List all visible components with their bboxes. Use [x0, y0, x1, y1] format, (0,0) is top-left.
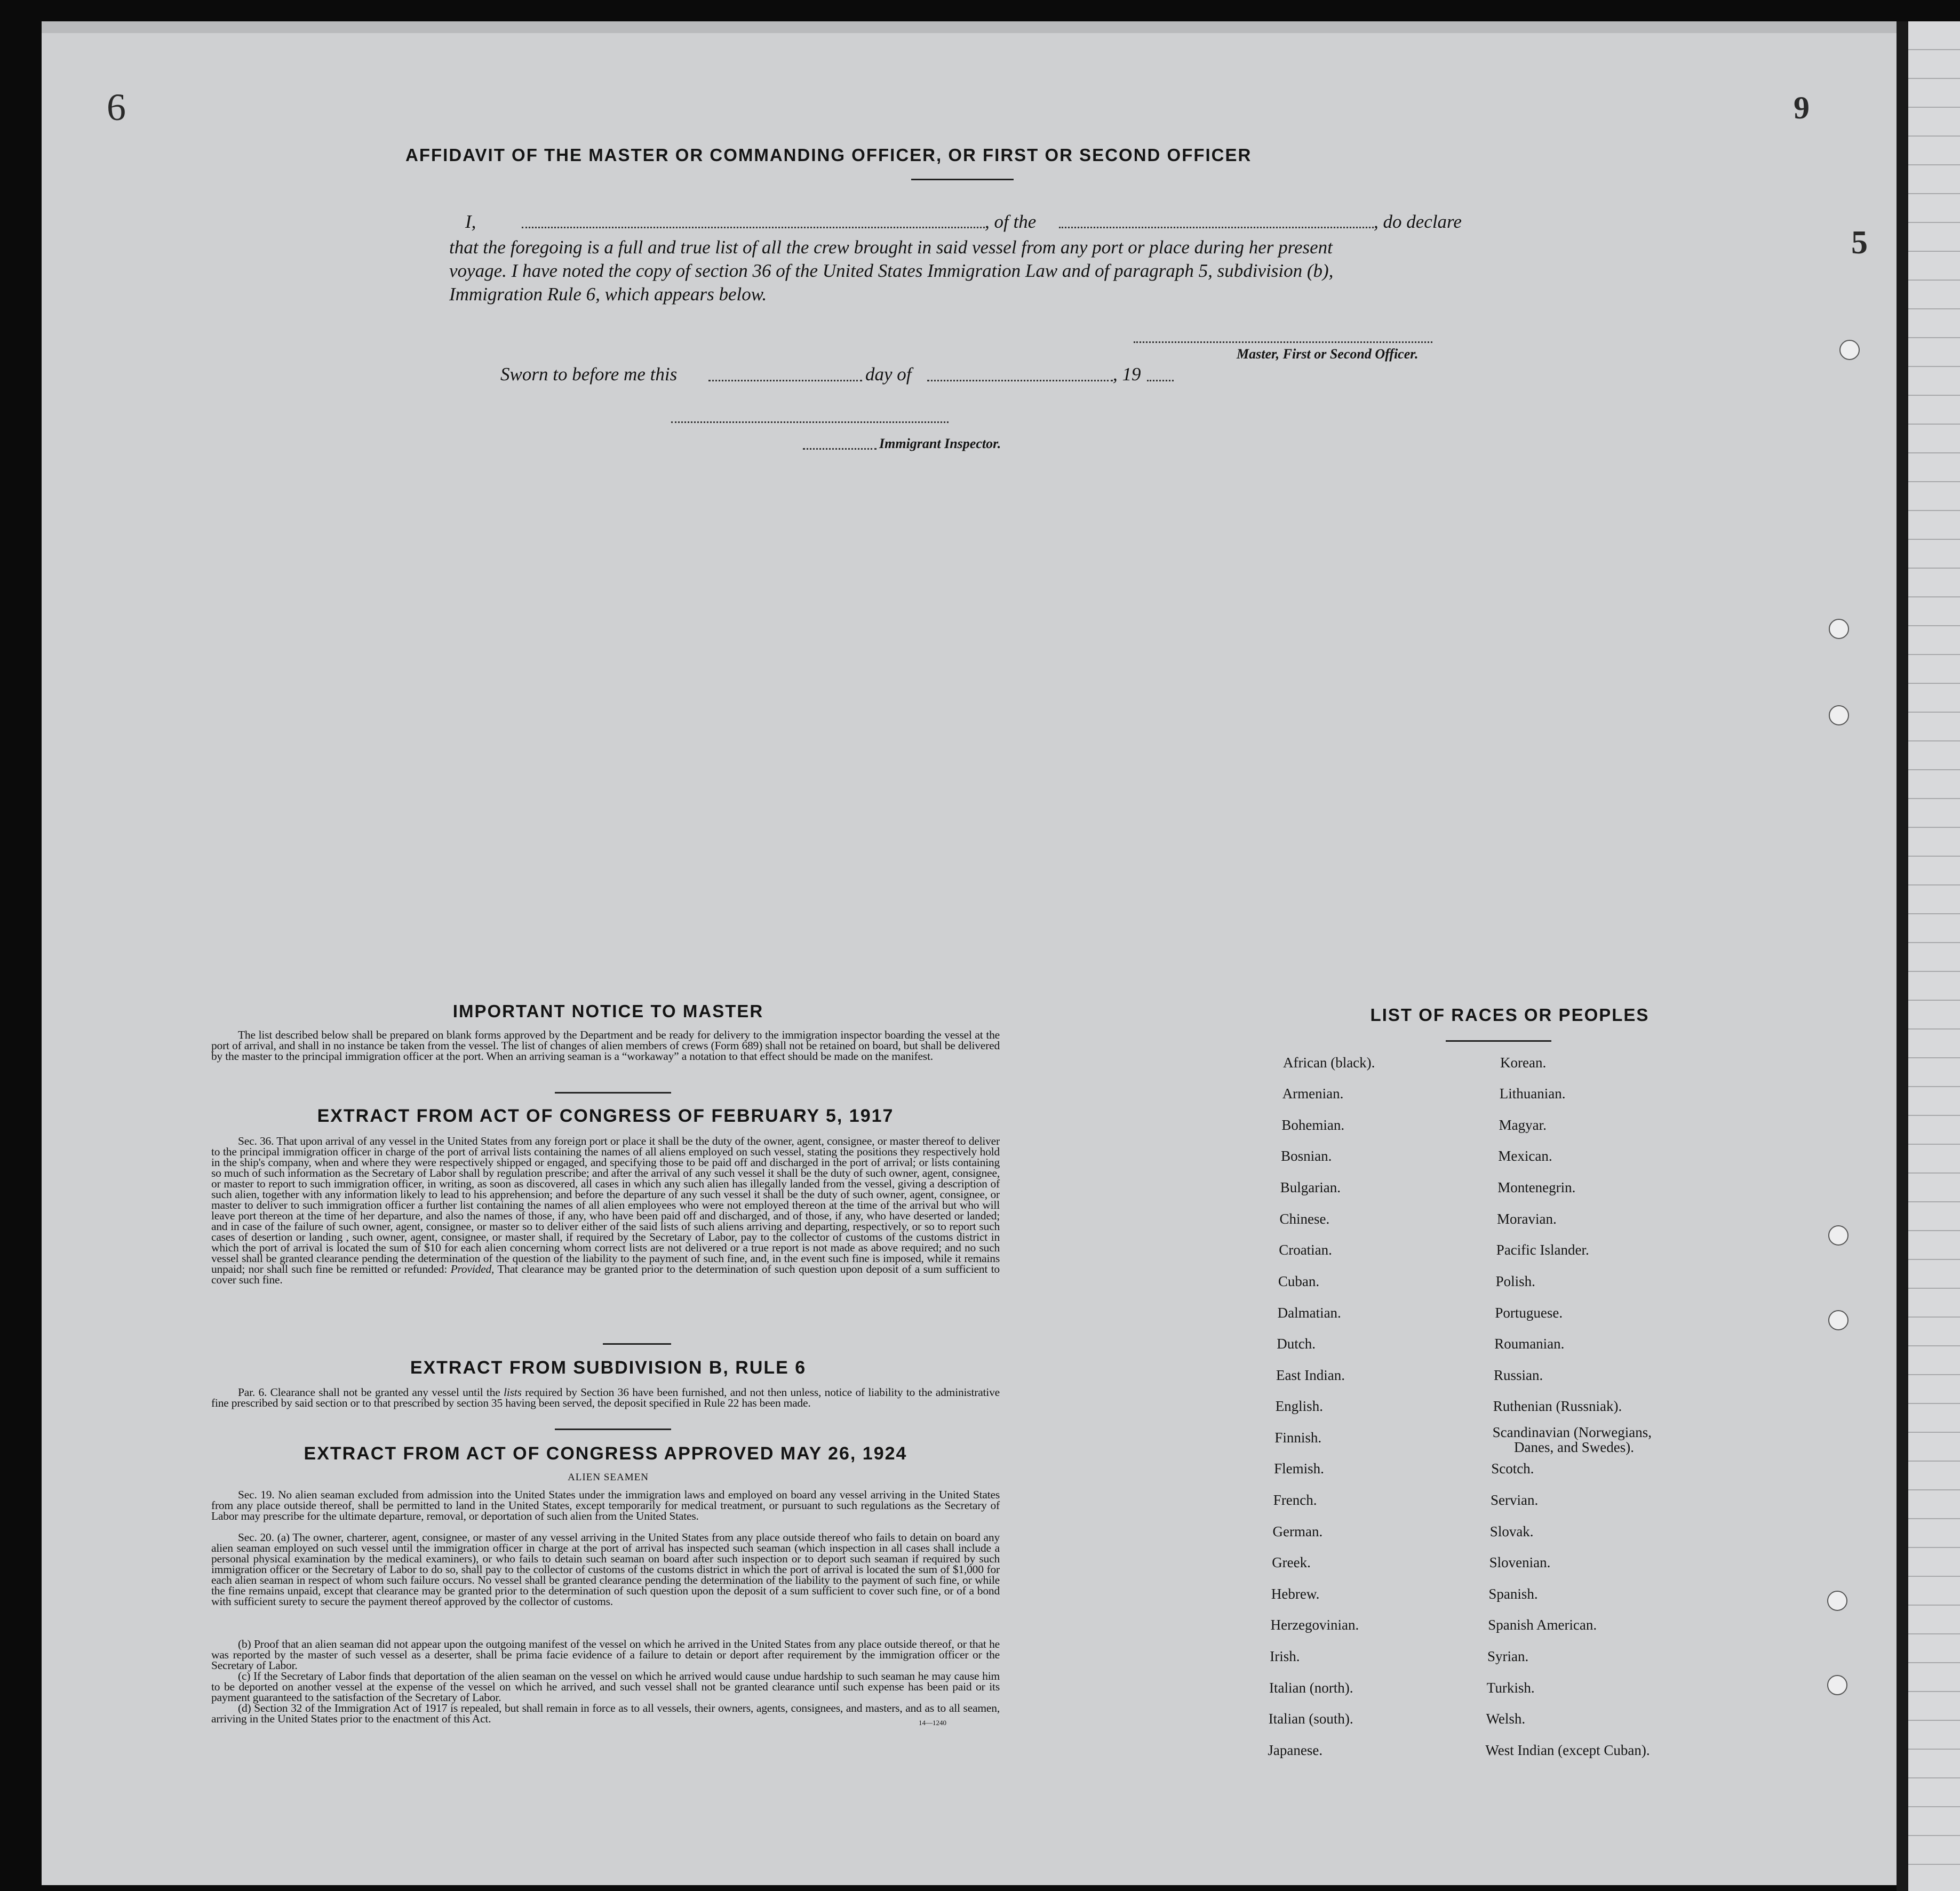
sec-20c: (c) If the Secretary of Labor finds that deportation of the alien seaman on the vessel on which he arrived would cause undue hardship to such seaman he may cause him to be deported on another vessel at the expense of the vessel on which he arrived, and such vessel shall not be granted clearance until such expense has been paid or its payment guaranteed to the satisfaction of the Secretary of Labor.	[211, 1670, 1000, 1704]
race-item: Dutch.	[1277, 1336, 1316, 1352]
race-item: French.	[1273, 1492, 1317, 1508]
race-item: Lithuanian.	[1499, 1086, 1566, 1102]
sec-19: Sec. 19. No alien seaman excluded from admission into the United States under the immigration laws and employed on board any vessel arriving in the United States from any place outside thereof, shall be permitted to land in the United States, except temporarily for medical treatment, or pursuant to such regulations as the Secretary of Labor may prescribe for the ultimate departure, removal, or deportation of such alien from the United States.	[211, 1488, 1000, 1522]
month-blank	[927, 380, 1113, 381]
margin-mark-top-left: 6	[107, 86, 126, 129]
notice-title: IMPORTANT NOTICE TO MASTER	[452, 1001, 764, 1021]
affidavit-line-4: Immigration Rule 6, which appears below.	[449, 284, 767, 305]
punch-hole	[1839, 340, 1860, 360]
race-item: Polish.	[1495, 1273, 1535, 1289]
punch-hole	[1828, 1310, 1849, 1330]
race-item: English.	[1275, 1398, 1323, 1414]
divider	[555, 1092, 671, 1094]
form-code: 14—1240	[919, 1719, 946, 1727]
race-item: Irish.	[1270, 1648, 1300, 1664]
race-item: Mexican.	[1498, 1148, 1552, 1164]
sec-36-text: That upon arrival of any vessel in the United States from any foreign port or place it shall be the duty of the owner, agent, consignee, or master thereof to deliver to the principal immigration officer in charge of the port of arrival lists containing the names of all aliens employed on such vessel, stating the positions they respectively hold in the ship's company, when and where they were respectively shipped or engaged, and specifying those to be paid off and discharged in the port of arrival; or lists containing so much of such information as the Secretary of Labor shall by regulation prescribe; and after the arrival of any such vessel it shall be the duty of such owner, agent, consignee, or master to report to such immigration officer, in writing, as soon as discovered, all cases in which any such alien has illegally landed from the vessel, giving a description of such alien, together with any information likely to lead to his apprehension; and before the departure of any such vessel it shall be the duty of such owner, agent, consignee, or master to deliver to such immigration officer a further list containing the names of all alien employees who were not employed thereon at the time of the arrival but who will leave port thereon at the time of her departure, and also the names of those, if any, who have been paid off and discharged, and of those, if any, who have deserted or landed; and in case of the failure of such owner, agent, consignee, or master so to deliver either of the said lists of such aliens arriving and departing, respectively, or so to report such cases of desertion or landing , such owner, agent, consignee, or master shall, if required by the Secretary of Labor, pay to the collector of customs of the customs district in which the port of arrival is located the sum of $10 for each alien concerning whom correct lists are not delivered or a true report is not made as above required; and no such vessel shall be granted clearance pending the determination of the question of the liability to the payment of such fine, and, in the event such fine is imposed, while it remains unpaid; nor shall such fine be remitted or refunded:	[211, 1135, 1000, 1275]
race-item: Armenian.	[1282, 1086, 1344, 1102]
extract-rule6-title: EXTRACT FROM SUBDIVISION B, RULE 6	[410, 1358, 807, 1378]
race-item: Cuban.	[1278, 1273, 1320, 1289]
divider	[1446, 1040, 1551, 1042]
race-item: Russian.	[1494, 1367, 1543, 1383]
race-item: Hebrew.	[1271, 1586, 1320, 1602]
race-item: Bohemian.	[1281, 1117, 1345, 1133]
race-item: Dalmatian.	[1277, 1305, 1341, 1321]
sworn-text: Sworn to before me this	[500, 364, 678, 385]
sec-36-text-end: That clearance may be granted prior to the determination of such question upon deposit of a sum sufficient to cover such fine.	[211, 1263, 1000, 1286]
inspector-blank	[803, 448, 877, 450]
affidavit-line-3: voyage. I have noted the copy of section 36 of the United States Immigration Law and of paragraph 5, subdivision (b),	[449, 260, 1334, 281]
affidavit-title: AFFIDAVIT OF THE MASTER OR COMMANDING OFFICER, OR FIRST OR SECOND OFFICER	[405, 145, 1252, 165]
day-blank	[708, 380, 862, 381]
race-item: Montenegrin.	[1497, 1179, 1576, 1195]
punch-hole	[1827, 1591, 1847, 1611]
race-item: West Indian (except Cuban).	[1485, 1742, 1650, 1758]
race-item: Syrian.	[1487, 1648, 1529, 1664]
affidavit-of-the: , of the	[985, 211, 1037, 232]
sworn-day-of: day of	[865, 364, 912, 385]
race-item: Servian.	[1491, 1492, 1539, 1508]
race-item: German.	[1272, 1523, 1323, 1539]
race-item: Moravian.	[1497, 1211, 1557, 1227]
race-item: Magyar.	[1499, 1117, 1547, 1133]
punch-hole	[1827, 1675, 1847, 1695]
race-item: Pacific Islander.	[1496, 1242, 1589, 1258]
inspector-signature-blank	[671, 421, 949, 423]
race-item: Scotch.	[1491, 1461, 1534, 1477]
race-item: Slovenian.	[1489, 1554, 1551, 1570]
race-item: Spanish.	[1488, 1586, 1538, 1602]
race-item: Roumanian.	[1494, 1336, 1565, 1352]
sec-20d: (d) Section 32 of the Immigration Act of 1917 is repealed, but shall remain in force as to all vessels, their owners, agents, consignees, and masters, and as to all seamen, arriving in the United States prior to the enactment of this Act.	[211, 1702, 1000, 1725]
punch-hole	[1829, 705, 1849, 725]
race-item: Scandinavian (Norwegians,	[1492, 1424, 1652, 1440]
extract-1924-title: EXTRACT FROM ACT OF CONGRESS APPROVED MAY 26, 1924	[304, 1443, 907, 1464]
extract-1917-body	[211, 1136, 1000, 1285]
race-item: Ruthenian (Russniak).	[1493, 1398, 1622, 1414]
affidavit-i: I,	[465, 211, 476, 232]
race-item: Bulgarian.	[1280, 1179, 1341, 1195]
sworn-year: , 19	[1113, 364, 1141, 385]
race-item: Slovak.	[1489, 1523, 1534, 1539]
punch-hole	[1829, 619, 1849, 639]
race-item: Japanese.	[1268, 1742, 1323, 1758]
rule6-text-b: required by Section 36 have been furnished, and not then unless, notice of liability to the administrative fine prescribed by said section or to that prescribed by section 35 having been served, the deposit specified in Rule 22 has been made.	[211, 1386, 1000, 1409]
race-item: Greek.	[1272, 1554, 1311, 1570]
provided-label: Provided,	[450, 1263, 495, 1275]
sec-20a: Sec. 20. (a) The owner, charterer, agent, consignee, or master of any vessel arriving in the United States from any place outside thereof who fails to detain on board any alien seaman employed on such vessel until the immigration officer in charge at the port of arrival has inspected such seaman (which inspection in all cases shall include a personal physical examination by the medical examiners), or who fails to detain such seaman on board after such inspection or to deport such seaman if required by such immigration officer or the Secretary of Labor to do so, shall pay to the collector of customs of the customs district in which the port of arrival is located the sum of $1,000 for each alien seaman in respect of whom such failure occurs. No vessel shall be granted clearance pending the determination of the liability to the payment of such fine, or while the fine remains unpaid, except that clearance may be granted prior to the determination of such question upon the deposit of a sum sufficient to cover such fine, or of a bond with sufficient surety to secure the payment thereof approved by the collector of customs.	[211, 1531, 1000, 1608]
extract-rule6-body	[211, 1387, 1000, 1408]
underlying-page-edge	[1897, 21, 1960, 1891]
race-item: East Indian.	[1276, 1367, 1345, 1383]
race-item: Chinese.	[1279, 1211, 1330, 1227]
race-item: Italian (north).	[1269, 1680, 1353, 1696]
race-item: Portuguese.	[1495, 1305, 1563, 1321]
race-item: Italian (south).	[1268, 1711, 1353, 1727]
margin-mark-right: 5	[1851, 225, 1868, 261]
race-item: Turkish.	[1486, 1680, 1535, 1696]
inspector-label: Immigrant Inspector.	[879, 436, 1001, 451]
race-item: Korean.	[1500, 1055, 1547, 1071]
race-item: Herzegovinian.	[1270, 1617, 1359, 1633]
divider	[911, 179, 1014, 180]
sec-20b: (b) Proof that an alien seaman did not appear upon the outgoing manifest of the vessel on which he arrived in the United States from any place outside thereof, or that he was reported by the master of such vessel as a deserter, shall be prima facie evidence of a failure to detain or deport after requirement by the immigration officer or the Secretary of Labor.	[211, 1638, 1000, 1672]
rule6-lists: lists	[504, 1386, 522, 1399]
divider	[555, 1429, 671, 1430]
margin-mark-top-right: 9	[1794, 90, 1810, 125]
affidavit-do-declare: , do declare	[1374, 211, 1462, 232]
race-item: African (black).	[1283, 1055, 1375, 1071]
year-blank	[1147, 380, 1174, 381]
signature-label: Master, First or Second Officer.	[1237, 346, 1419, 362]
affidavit-line-2: that the foregoing is a full and true list of all the crew brought in said vessel from any port or place during her present	[449, 237, 1333, 258]
race-item: Bosnian.	[1281, 1148, 1332, 1164]
race-item: Croatian.	[1279, 1242, 1332, 1258]
vessel-blank	[1059, 227, 1374, 228]
section-label: Sec. 36.	[238, 1135, 274, 1147]
rule6-text-a: Par. 6. Clearance shall not be granted any vessel until the	[238, 1386, 500, 1399]
extract-1917-title: EXTRACT FROM ACT OF CONGRESS OF FEBRUARY 5, 1917	[317, 1106, 894, 1126]
divider	[603, 1343, 671, 1345]
notice-body: The list described below shall be prepared on blank forms approved by the Department and be ready for delivery to the immigration inspector boarding the vessel at the port of arrival, and shall in no instance be taken from the vessel. The list of changes of alien members of crews (Form 689) shall not be retained on board, but shall be delivered by the master to the principal immigration officer at the port. When an arriving seaman is a “workaway” a notation to that effect should be made on the manifest.	[211, 1028, 1000, 1063]
race-item: Spanish American.	[1488, 1617, 1597, 1633]
name-blank	[522, 227, 985, 228]
race-item: Flemish.	[1274, 1461, 1324, 1477]
race-item: Finnish.	[1274, 1430, 1322, 1446]
race-item: Danes, and Swedes).	[1514, 1439, 1634, 1455]
punch-hole	[1828, 1225, 1849, 1246]
race-item: Welsh.	[1486, 1711, 1526, 1727]
races-title: LIST OF RACES OR PEOPLES	[1370, 1005, 1650, 1025]
alien-seamen-subtitle: ALIEN SEAMEN	[568, 1472, 649, 1483]
